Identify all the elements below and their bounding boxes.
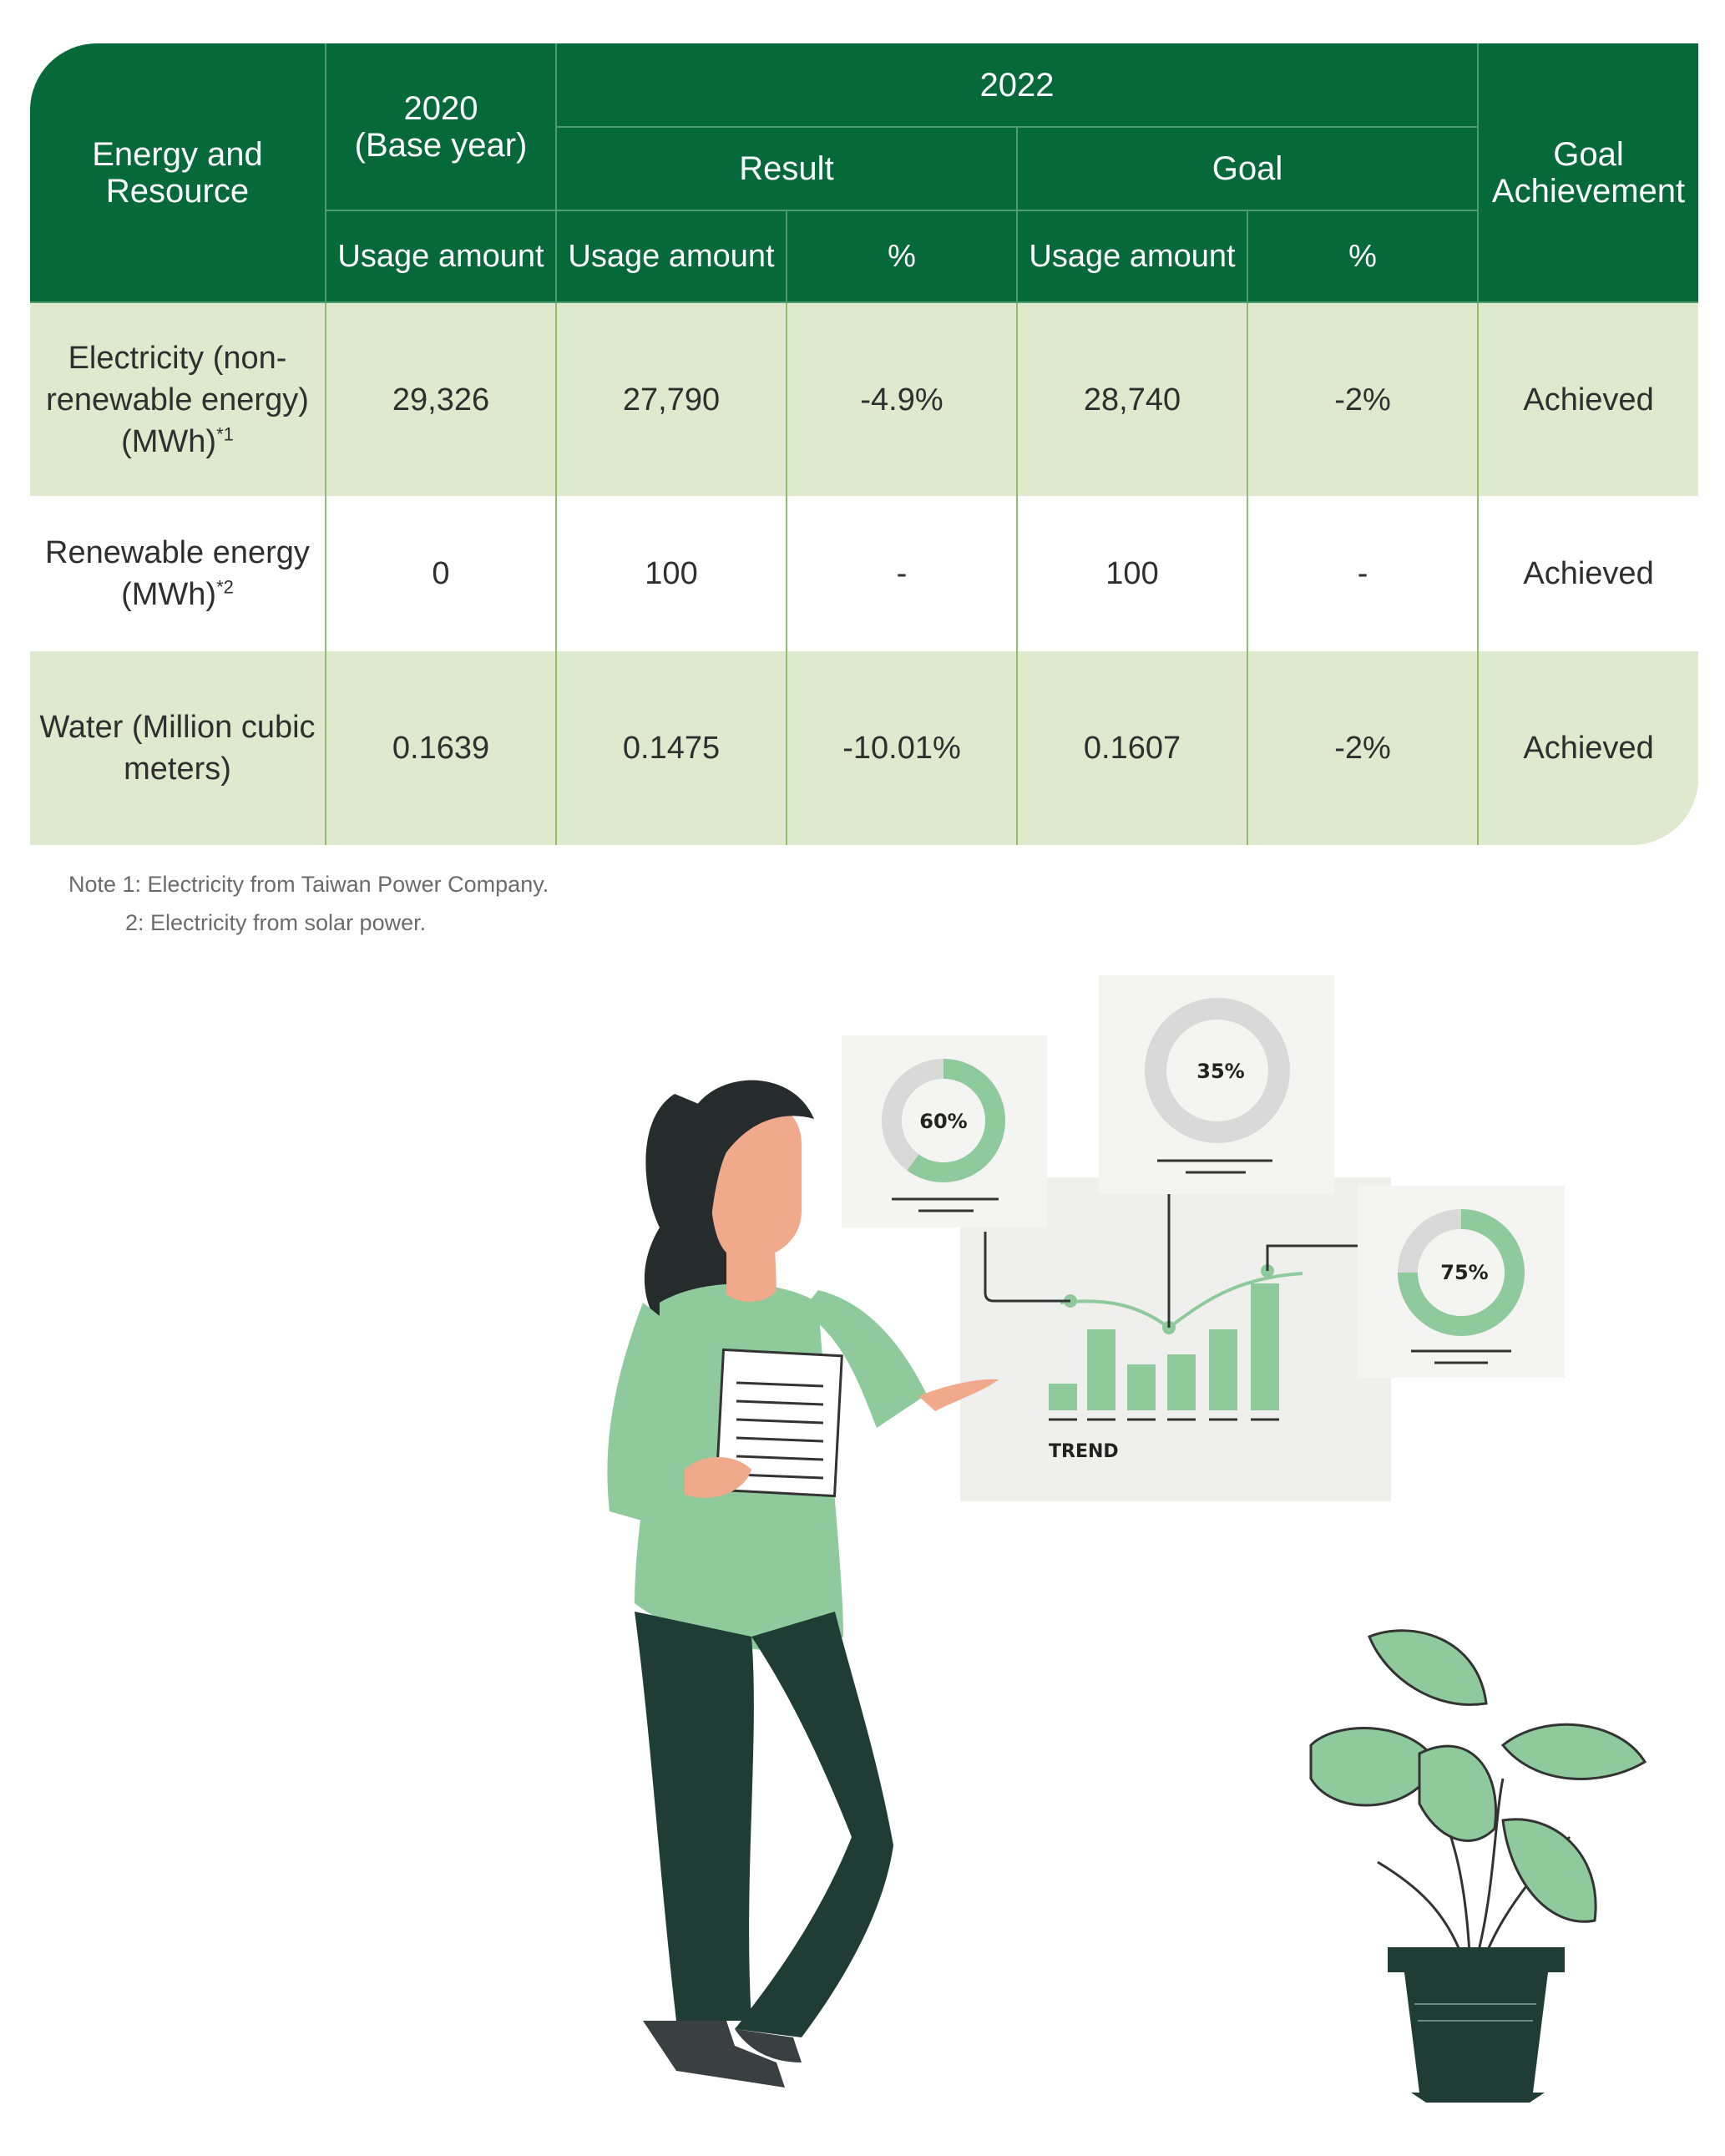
row-resource-label: Water (Million cubic meters) xyxy=(30,651,326,845)
header-base-year-sub: (Base year) xyxy=(354,126,528,164)
table-row xyxy=(30,496,1698,651)
donut-75-label: 75% xyxy=(1440,1261,1489,1284)
cell-goal-percent: -2% xyxy=(1247,302,1478,496)
header-goal-achievement: Goal Achievement xyxy=(1478,43,1698,302)
energy-resource-table-container xyxy=(30,43,1698,845)
cell-goal-usage: 100 xyxy=(1017,496,1247,651)
cell-base-2020: 0.1639 xyxy=(326,651,556,845)
header-base-year-label: 2020 xyxy=(403,89,478,127)
header-result-usage-amount: Usage amount xyxy=(556,210,787,302)
cell-result-usage: 100 xyxy=(556,496,787,651)
cell-achievement: Achieved xyxy=(1478,302,1698,496)
header-base-year xyxy=(326,43,556,210)
donut-card-35 xyxy=(1099,975,1334,1194)
header-year-2022: 2022 xyxy=(556,43,1478,127)
potted-plant xyxy=(1311,1631,1645,2103)
donut-card-60 xyxy=(842,1035,1047,1227)
energy-resource-table xyxy=(30,43,1698,845)
cell-achievement: Achieved xyxy=(1478,496,1698,651)
cell-base-2020: 0 xyxy=(326,496,556,651)
footnote-1: Note 1: Electricity from Taiwan Power Company. xyxy=(68,872,549,897)
header-result: Result xyxy=(556,127,1017,210)
cell-result-usage: 0.1475 xyxy=(556,651,787,845)
cell-goal-percent: - xyxy=(1247,496,1478,651)
cell-result-percent: -4.9% xyxy=(787,302,1017,496)
table-row xyxy=(30,651,1698,845)
cell-base-2020: 29,326 xyxy=(326,302,556,496)
header-goal: Goal xyxy=(1017,127,1478,210)
cell-result-percent: - xyxy=(787,496,1017,651)
header-goal-usage-amount: Usage amount xyxy=(1017,210,1247,302)
cell-result-percent: -10.01% xyxy=(787,651,1017,845)
cell-goal-usage: 28,740 xyxy=(1017,302,1247,496)
donut-35-label: 35% xyxy=(1196,1060,1245,1083)
header-energy-and-resource: Energy and Resource xyxy=(30,43,326,302)
cell-goal-usage: 0.1607 xyxy=(1017,651,1247,845)
row-resource-label: Electricity (non-renewable energy) (MWh)$^{*1}$ xyxy=(30,302,326,496)
trend-label: TREND xyxy=(1049,1441,1119,1462)
cell-result-usage: 27,790 xyxy=(556,302,787,496)
presenter-woman xyxy=(607,1081,999,2088)
donut-60-label: 60% xyxy=(919,1110,968,1133)
footnote-2: 2: Electricity from solar power. xyxy=(125,910,427,935)
header-goal-percent: % xyxy=(1247,210,1478,302)
header-usage-amount-2020: Usage amount xyxy=(326,210,556,302)
row-resource-label: Renewable energy (MWh)$^{*2}$ xyxy=(30,496,326,651)
header-result-percent: % xyxy=(787,210,1017,302)
table-row xyxy=(30,302,1698,496)
cell-goal-percent: -2% xyxy=(1247,651,1478,845)
data-presentation-illustration xyxy=(0,919,1725,2156)
cell-achievement: Achieved xyxy=(1478,651,1698,845)
donut-card-75 xyxy=(1358,1186,1565,1378)
